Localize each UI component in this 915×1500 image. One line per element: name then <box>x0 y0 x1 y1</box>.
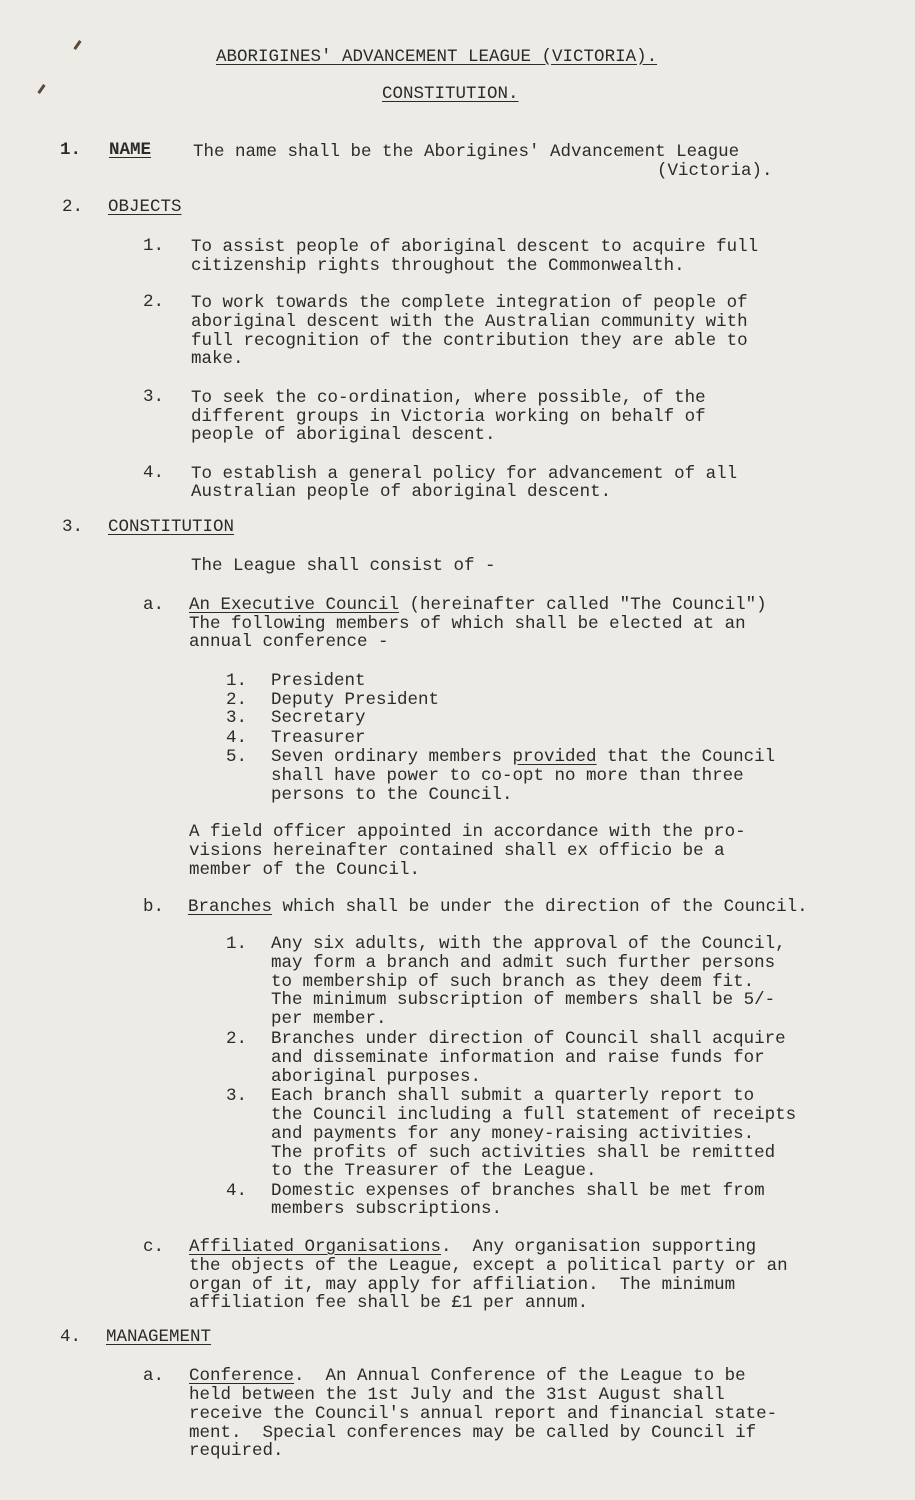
document-title: ABORIGINES' ADVANCEMENT LEAGUE (VICTORIA). <box>216 47 658 67</box>
clause-text: The following members of which shall be elected at an <box>189 614 746 634</box>
section-1-text: (Victoria). <box>657 161 773 181</box>
branch-text: aboriginal purposes. <box>271 1067 482 1087</box>
clause-heading: Branches <box>188 897 273 917</box>
object-number: 2. <box>143 292 165 312</box>
object-text: Australian people of aboriginal descent. <box>191 482 612 502</box>
branch-number: 4. <box>226 1181 248 1201</box>
clause-text-rest: (hereinafter called "The Council") <box>399 595 767 615</box>
member-text: Deputy President <box>271 690 440 710</box>
branch-number: 2. <box>226 1029 248 1049</box>
object-text: To work towards the complete integration of people of <box>191 293 748 313</box>
section-1-number: 1. <box>60 140 82 160</box>
object-number: 4. <box>143 463 165 483</box>
clause-text: required. <box>189 1441 284 1461</box>
branch-text: The profits of such activities shall be remitted <box>271 1143 776 1163</box>
branch-text: Any six adults, with the approval of the Council, <box>271 934 786 954</box>
clause-text: receive the Council's annual report and financial state- <box>189 1404 778 1424</box>
section-1-text: The name shall be the Aborigines' Advancement League <box>193 142 740 162</box>
branch-text: members subscriptions. <box>271 1199 503 1219</box>
member-text: Treasurer <box>271 728 366 748</box>
clause-text: affiliation fee shall be £1 per annum. <box>189 1293 589 1313</box>
clause-text <box>189 596 767 615</box>
field-officer-text: visions hereinafter contained shall ex officio be a <box>189 841 725 861</box>
document-subtitle: CONSTITUTION. <box>382 84 519 104</box>
object-text: different groups in Victoria working on behalf of <box>191 407 706 427</box>
branch-text: to the Treasurer of the League. <box>271 1161 597 1181</box>
branch-text: Each branch shall submit a quarterly report to <box>271 1086 755 1106</box>
member-text: President <box>271 671 366 691</box>
ink-mark <box>73 40 81 50</box>
branch-text: Domestic expenses of branches shall be met from <box>271 1181 765 1201</box>
branch-text: and disseminate information and raise funds for <box>271 1048 765 1068</box>
clause-text: annual conference - <box>189 632 389 652</box>
object-text: full recognition of the contribution they are able to <box>191 331 748 351</box>
object-text: people of aboriginal descent. <box>191 425 496 445</box>
field-officer-text: member of the Council. <box>189 860 421 880</box>
section-2-number: 2. <box>62 197 84 217</box>
section-3-heading: CONSTITUTION <box>108 517 235 537</box>
member-number: 3. <box>226 708 248 728</box>
section-1-heading: NAME <box>109 140 152 160</box>
clause-text: organ of it, may apply for affiliation. The minimum <box>189 1275 736 1295</box>
branch-number: 1. <box>226 934 248 954</box>
branch-text: Branches under direction of Council shall acquire <box>271 1029 786 1049</box>
branch-number: 3. <box>226 1086 248 1106</box>
member-text: persons to the Council. <box>271 785 513 805</box>
object-text: To seek the co-ordination, where possible, of the <box>191 388 706 408</box>
member-number: 2. <box>226 690 248 710</box>
object-number: 3. <box>143 387 165 407</box>
clause-text: the objects of the League, except a political party or an <box>189 1256 788 1276</box>
section-3-intro: The League shall consist of - <box>191 556 496 576</box>
field-officer-text: A field officer appointed in accordance with the pro- <box>189 822 746 842</box>
object-text: make. <box>191 349 244 369</box>
clause-text: Conference. An Annual Conference of the League to be <box>189 1366 746 1386</box>
clause-heading: Affiliated Organisations <box>189 1237 442 1257</box>
branch-text: the Council including a full statement of receipts <box>271 1105 797 1125</box>
clause-text: ment. Special conferences may be called by Council if <box>189 1423 757 1443</box>
clause-heading: An Executive Council <box>189 595 400 615</box>
branch-text: The minimum subscription of members shall be 5/- <box>271 990 776 1010</box>
branch-text: to membership of such branch as they deem fit. <box>271 972 755 992</box>
member-number: 1. <box>226 671 248 691</box>
clause-letter: a. <box>143 1366 165 1386</box>
member-number: 5. <box>226 747 248 767</box>
section-3-number: 3. <box>62 517 84 537</box>
branch-text: and payments for any money-raising activities. <box>271 1124 755 1144</box>
branch-text: may form a branch and admit such further persons <box>271 953 776 973</box>
ink-mark <box>37 84 45 94</box>
clause-text: Affiliated Organisations. Any organisation supporting <box>189 1237 757 1257</box>
branch-text: per member. <box>271 1009 387 1029</box>
section-4-number: 4. <box>60 1327 82 1347</box>
clause-text: held between the 1st July and the 31st August shall <box>189 1385 725 1405</box>
object-number: 1. <box>143 236 165 256</box>
clause-heading: Conference <box>189 1366 295 1386</box>
member-text: Secretary <box>271 708 366 728</box>
clause-letter: b. <box>143 897 165 917</box>
member-text: shall have power to co-opt no more than three <box>271 766 744 786</box>
section-4-heading: MANAGEMENT <box>106 1327 212 1347</box>
clause-letter: a. <box>143 595 165 615</box>
clause-text: Branches which shall be under the direction of the Council. <box>188 897 808 917</box>
member-text: Seven ordinary members provided that the Council <box>271 747 776 767</box>
object-text: citizenship rights throughout the Commonwealth. <box>191 256 685 276</box>
section-2-heading: OBJECTS <box>108 197 182 217</box>
object-text: To assist people of aboriginal descent to acquire full <box>191 237 759 257</box>
object-text: To establish a general policy for advancement of all <box>191 464 738 484</box>
clause-letter: c. <box>143 1237 165 1257</box>
object-text: aboriginal descent with the Australian community with <box>191 312 748 332</box>
member-number: 4. <box>226 728 248 748</box>
